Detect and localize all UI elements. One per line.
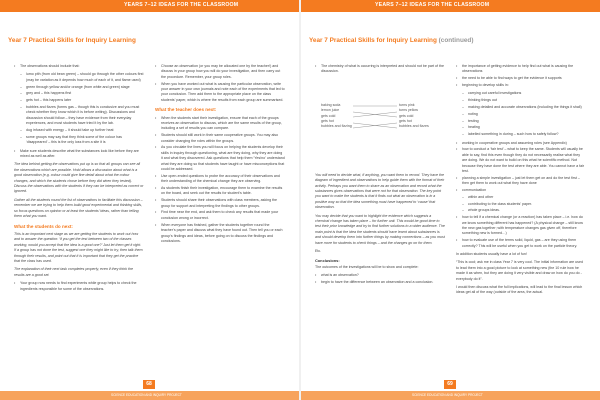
observation-sublist [14,72,144,145]
skills-list [456,141,586,249]
list-item: • the importance of getting evidence to help find out what is causing the observations [456,64,586,75]
observation-list [14,64,144,69]
right-page [301,0,600,400]
list-item: – some groups may say that they think some of the colour has ‘disappeared’ – this is the only loss from a site it is [14,135,144,146]
ingredient-cell: gets cold [321,113,336,118]
list-item: – thinking things out [456,98,586,103]
list-item: – noting [456,112,586,117]
list-item: • Find time near the end, and ask them to check any results that made your conclusion wrong or incorrect. [155,210,285,221]
paragraph: This is an important next stage as we are getting the students to work out how and to answer the question: ‘if you get the test between two of the classes working, would you accept that the idea is a good one?’ Just let them get it right. If a group has not done the test, suggest one they might like to try, then talk them through their results, and point out that it is important that they get the practice that the class has used. [14,231,143,263]
list-item: • Students should still work in their same cooperative groups. You may also consider changing the roles within the groups. [155,133,285,144]
list-item: – gets hot – this happens later [14,98,144,103]
student-steps-list [155,64,285,103]
list-item: • When you have worked out what is causing the particular observation, write your answer in your own journals and note each of the experiments that led to your conclusion. Then add them to the appropriate place on the class students’ paper, which is where the results from each group are summarised. [155,82,285,104]
observation-cell: turns pink [399,102,415,107]
footer-text: SCIENCE EDUCATION AND INQUIRY PROJECT [111,393,182,397]
list-item: – carrying out careful investigations [456,91,586,96]
page-title [309,37,473,44]
list-item: • As students finish their investigation, encourage them to examine the results on the board, and seek out the results for student’s table. [155,186,285,197]
list-item: • As you circulate the lines you will focus on helping the students develop their skills in inquiry through questioning, what are they doing, why they are doing it and what they discovered. Ask questions that help them ‘Yes/no’ understand what they are doing so that students have taught or have misconceptions that could be addressed. [155,145,285,172]
list-item: – whole groups ideas. [456,208,586,213]
list-item: • The observations should include that: [14,64,144,69]
list-item: – labelled something in during – such how to safely follow? [456,132,586,137]
section-heading: What the teacher does next: [155,107,217,113]
banner-text: YEARS 7–12 IDEAS FOR THE CLASSROOM [375,2,490,8]
list-item: • how to evaluate use of the terms solid, liquid, gas – are they using them correctly? This will be useful when you get to work on the particle theory. [456,238,586,249]
page-number: 68 [143,380,155,389]
paragraph: You may decide that you want to highlight the evidence which suggests a chemical change has taken place – for further unit. This would be good time to test their prior knowledge and try to find further solutions to a wider audience. The main point is that the idea the students should have learnt about substances is and should develop them into further things by making connections – as you must have more for students to check things – and the changes go on for them. [315,213,445,245]
right-column-2 [456,64,586,299]
outcomes-list [315,273,445,285]
list-item: • what is an observation? [315,273,445,278]
list-item: – lumo pith (from old bean green) – should go through the other colours first (may be variation as it depends how much of each of it, and flame used) [14,72,144,83]
list-item: • how to tell if a chemical change (or a reaction) has taken place – i.e. how do we know something different has happened? (A physical change – still know the new gas together; with temperature changes gas given off, therefore something new is formed…) [456,215,586,237]
list-item: – making detailed and accurate observations (including the things it shall) [456,105,586,110]
paragraph: Etc. [315,249,322,254]
page-title-text: Year 7 Practical Skills for Inquiry Learning [8,37,136,44]
left-column-2 [155,64,285,247]
list-item: • Students should share their observations with class members, asking the group for support and interpreting the findings to other groups. [155,198,285,209]
list-item: – grey and – this happens first [14,91,144,96]
list-item: – dug infused with energy – it should take up further heat [14,128,144,133]
paragraph: In addition students usually have a lot of fun! [456,252,527,257]
paragraph: The explanation of their next task completes properly, even if they think the results are a good set. [14,267,133,277]
observation-cell: gets cold [399,113,414,118]
list-item: • Choose an observation (or you may be allocated one by the teacher!) and discuss in your group how you will do your investigation, and then carry out the procedure. Remember, your group roles. [155,64,285,80]
ingredient-cell: gets hot [321,119,334,124]
ingredient-observation-table [315,79,443,167]
list-item: • beginning to develop skills in: [456,83,586,88]
banner-text: YEARS 7–12 IDEAS FOR THE CLASSROOM [124,2,239,8]
observation-cell: gets hot [399,119,412,124]
list-item: – green through yellow and/or orange (from white and green) stage [14,85,144,90]
list-item: – contributing to the class students’ paper. [456,202,586,207]
ingredient-cell: lemon juice [321,108,340,113]
italic-paragraph: The idea behind getting the observations put up is so that all groups can see all the observations which are possible. Hold allows a discussion about what is a good observation (e.g. colour could give fine detail about what the colour changes, and which the students chose before they did when they tested). Discuss the observations with the students if they can be interpreted as correct or ignored. [14,162,144,194]
subheading: Conclusions: [315,257,340,263]
list-item: • communication [456,188,586,193]
page-title-continued: (continued) [438,37,474,44]
page-title-text: Year 7 Practical Skills for Inquiry Learning [309,37,437,44]
list-item: – bubbles and fizzes (forms gas – though this is conclusive and you must check whether they know which it is before writing). Discussions and discussion should follow – they have evidence from their everyday experiences, and most students have tried it by the lab. [14,105,144,127]
list-item: • When everyone has finished, gather the students together round the teacher’s paper and discuss what they have found out. Then tell you or each group’s findings and ideas, before going on to discuss the findings and conclusions. [155,223,285,245]
right-column-1 [315,64,445,289]
list-item: • Make sure students describe what the substances look like before they are mixed as well as after. [14,149,144,160]
list-item: • the need to be able to find ways to get the evidence it supports [456,76,586,81]
list-item: • working in cooperative groups and assuming roles (see Appendix) [456,141,586,146]
list-item: – within and other [456,195,586,200]
paragraph: You will need to decide what, if anything, you want them to record. They have the diagram of ingredient and observations to help guide them with the format of their activity. Perhaps you want them to share as an observation and record what the substances gives observations that were not for that observation. The key point you want to make the students is that it finds out what an observation is in a positive way so that the idea something must have happened to ‘cause’ that observation. [315,172,445,210]
list-item: • The chemistry of what is occurring is interpreted and should not be part of the discussion. [315,64,445,75]
chemistry-note-list [315,64,445,75]
list-item: – testing [456,119,586,124]
ingredient-cell: baking soda [321,102,341,107]
list-item: • Your group now needs to find experiments while group helps to check the ingredients responsible for some of the observations. [14,281,144,292]
page-number: 69 [444,380,456,389]
teacher-steps-list [155,116,285,245]
observation-cell: bubbles and fizzes [399,124,429,129]
section-heading: What the students do next: [14,223,73,229]
left-column-1 [14,64,144,295]
list-item: – heating [456,125,586,130]
outcomes-list-continued [456,64,586,88]
describe-list [14,149,144,160]
left-page [0,0,299,400]
list-item: • planning a simple investigation – just let them get on and do the test first – then get them to work out what they have done [456,176,586,187]
observation-cell: turns yellow [399,108,418,113]
next-list [14,281,144,292]
italic-paragraph: Gather all the students round the list of observations to facilitate this discussion – remember we are trying to help them build good experimental and thinking skills, so focus questions on opinion or at least the students’ ideas, rather than telling them what you want. [14,197,143,219]
connector-lines [315,79,443,167]
list-item: • Use open-ended questions to probe the accuracy of their observations and their understanding of the chemical change they are observing. [155,174,285,185]
page-title [8,37,136,44]
list-item: • begin to have the difference between an observation and a conclusion. [315,280,445,285]
list-item: • When the students start their investigation, ensure that each of the groups receives an observation to discuss, which are the same results of the group, including a set of results you can compare. [155,116,285,132]
paragraph: I would then discuss what the full implications, will lead to the final lesson which ideas get all of the way (outside of the area, the actual. [456,285,583,295]
list-item: • how to conduct a ‘fair test’ – what to keep the same. Students will usually be able to say, find this even though they do not necessarily realise what they are doing. We do not want to build on this what he scientific method. Not because they have done the test where they are able. You cannot have a fair test. [456,147,586,174]
paragraph: The outcomes of the investigations will be to show and complete: [315,264,419,269]
ingredient-cell: bubbles and fizzing [321,124,352,129]
paragraph: “This is cool; ask me in class Year 7 is very cool. The initial information are used to lead them into a good picture to look at something new (the 10 rule how he made it as when, but they are doing it very visible and draw on how do you do - everybody do it”. [456,260,583,281]
skills-sublist [456,91,586,137]
footer-text: SCIENCE EDUCATION AND INQUIRY PROJECT [412,393,483,397]
